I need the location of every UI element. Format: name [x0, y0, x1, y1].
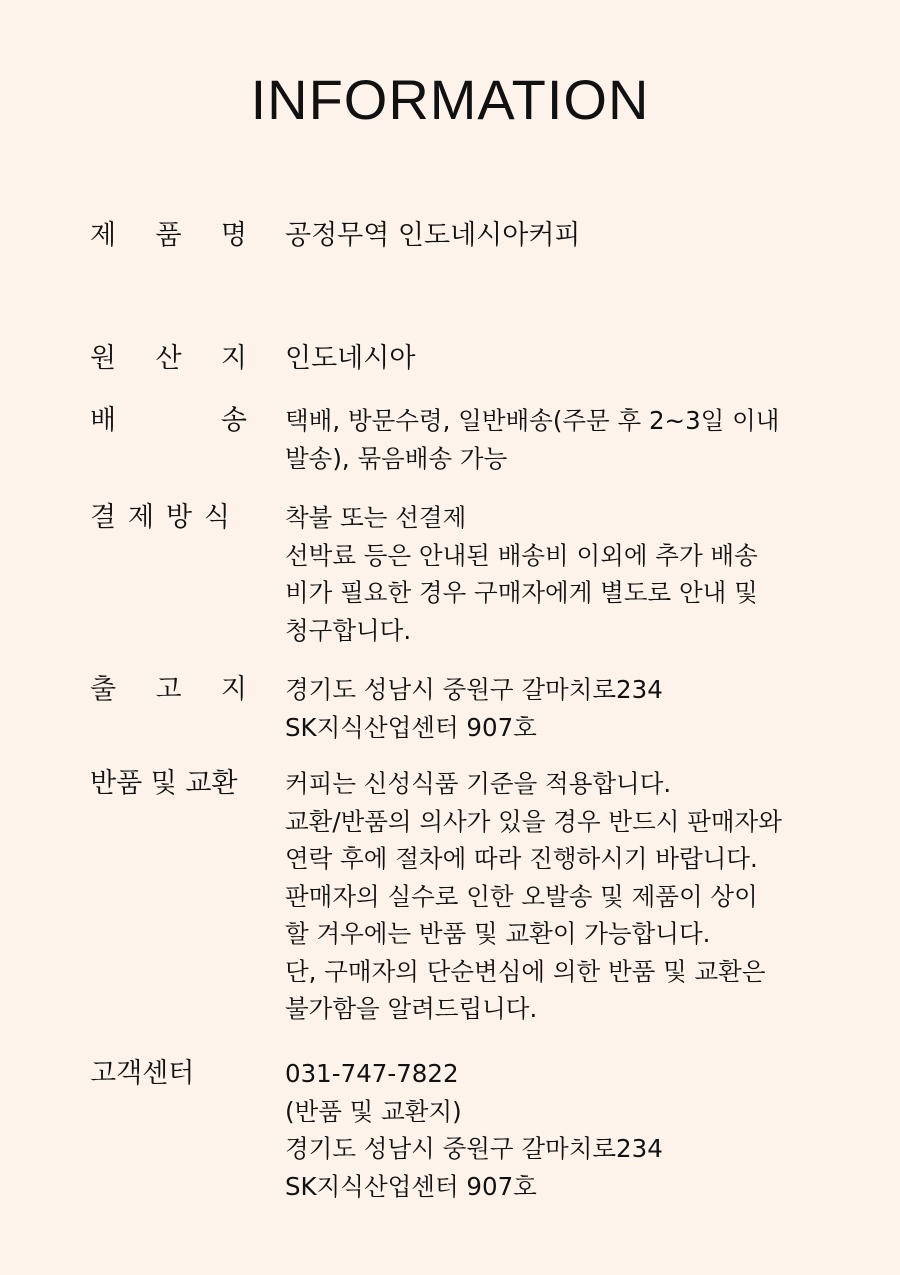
info-row-origin: [90, 340, 810, 378]
value-line: 031-747-7822: [285, 1059, 459, 1088]
row-value: [285, 402, 779, 477]
label-char: 명: [220, 220, 247, 251]
value-line: SK지식산업센터 907호: [285, 1171, 537, 1201]
value-line: 공정무역 인도네시아커피: [285, 220, 581, 251]
label-char: 품: [155, 220, 182, 251]
value-line: 선박료 등은 안내된 배송비 이외에 추가 배송: [285, 540, 758, 570]
value-line: 단, 구매자의 단순변심에 의한 반품 및 교환은: [285, 956, 766, 986]
value-line: 연락 후에 절차에 따라 진행하시기 바랍니다.: [285, 844, 758, 873]
row-label: 고객센터: [90, 1058, 195, 1089]
row-value: [285, 1055, 663, 1205]
value-line: 비가 필요한 경우 구매자에게 별도로 안내 및: [285, 578, 758, 607]
value-line: 불가함을 알려드립니다.: [285, 994, 538, 1023]
label-char: 고: [155, 674, 182, 705]
value-line: 택배, 방문수령, 일반배송(주문 후 2~3일 이내: [285, 406, 780, 435]
label-char: 원: [90, 343, 117, 374]
value-line: 착불 또는 선결제: [285, 503, 467, 532]
info-row-shipping: [90, 402, 810, 477]
label-char: 지: [220, 674, 247, 705]
row-value: [285, 499, 758, 649]
value-line: 교환/반품의 의사가 있을 경우 반드시 판매자와: [285, 806, 782, 836]
row-label: [90, 499, 230, 537]
info-row-payment: [90, 499, 810, 649]
label-char: 배: [90, 405, 117, 436]
value-line: 청구합니다.: [285, 615, 412, 645]
label-char: 산: [155, 343, 182, 374]
value-line: (반품 및 교환지): [285, 1096, 462, 1126]
label-char: 제: [90, 220, 117, 251]
row-value: [285, 217, 580, 255]
value-line: 인도네시아: [285, 343, 416, 374]
row-label: [90, 340, 247, 378]
row-label: [90, 671, 247, 709]
row-value: [285, 765, 782, 1028]
label-char: 지: [220, 343, 247, 374]
row-label: [90, 217, 247, 255]
row-value: [285, 340, 415, 378]
value-line: 경기도 성남시 중원구 갈마치로234: [285, 1134, 663, 1163]
value-line: 경기도 성남시 중원구 갈마치로234: [285, 675, 663, 704]
row-value: [285, 671, 663, 746]
info-row-product-name: [90, 217, 810, 255]
label-char: 결: [90, 502, 117, 533]
page-title: INFORMATION: [250, 68, 650, 131]
info-row-dispatch: [90, 671, 810, 746]
label-char: 출: [90, 674, 117, 705]
label-char: 송: [220, 405, 247, 436]
row-label: 반품 및 교환: [90, 768, 238, 799]
value-line: 판매자의 실수로 인한 오발송 및 제품이 상이: [285, 881, 758, 911]
row-label: [90, 402, 247, 440]
value-line: 할 겨우에는 반품 및 교환이 가능합니다.: [285, 919, 711, 948]
value-line: 발송), 묶음배송 가능: [285, 443, 508, 473]
value-line: 커피는 신성식품 기준을 적용합니다.: [285, 769, 672, 798]
label-char: 방: [165, 502, 193, 533]
label-char: 제: [127, 502, 155, 533]
value-line: SK지식산업센터 907호: [285, 712, 537, 742]
info-row-returns: [90, 765, 810, 1028]
info-row-customer-center: [90, 1055, 810, 1205]
label-char: 식: [203, 502, 230, 533]
